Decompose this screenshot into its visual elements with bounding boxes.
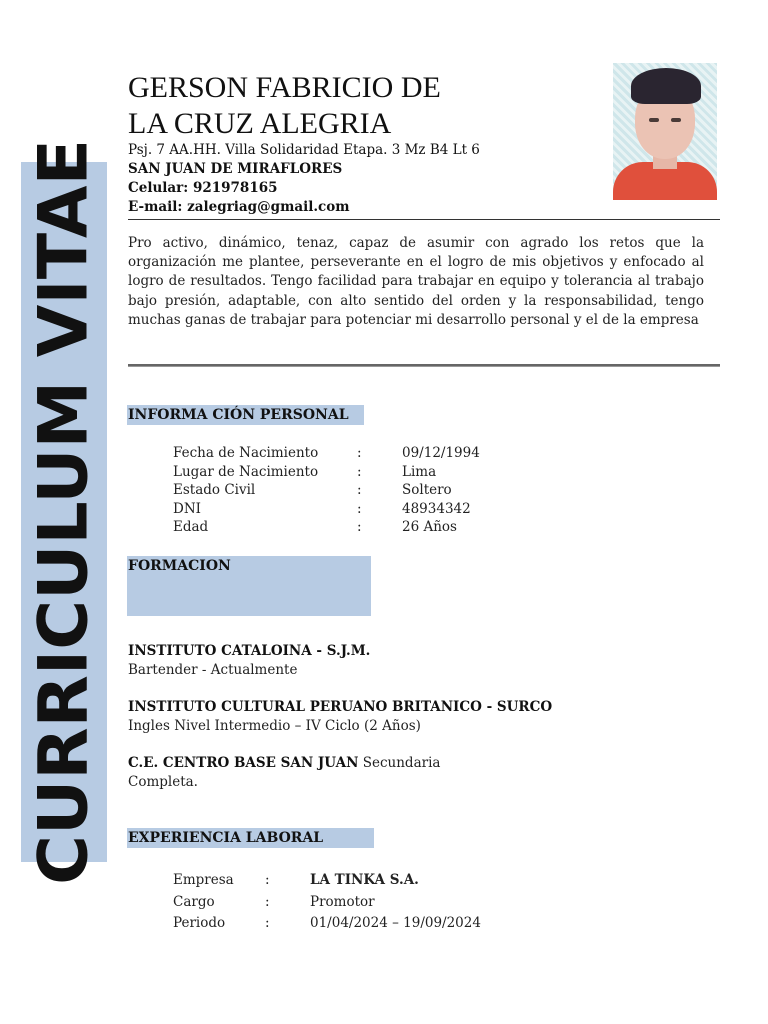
- experience-row: Cargo : Promotor: [173, 893, 375, 910]
- section-title-experience: EXPERIENCIA LABORAL: [127, 828, 374, 848]
- personal-row: Lugar de Nacimiento : Lima: [173, 463, 437, 480]
- profile-photo: [613, 63, 717, 200]
- email-line: [128, 198, 480, 217]
- education-item: [128, 754, 440, 792]
- email-label: E-mail:: [128, 199, 183, 215]
- personal-row: Edad : 26 Años: [173, 519, 457, 535]
- name-line-2: LA CRUZ ALEGRIA: [128, 107, 392, 140]
- education-detail: Completa.: [128, 774, 198, 790]
- education-institution: INSTITUTO CULTURAL PERUANO BRITANICO - SURCO: [128, 699, 553, 715]
- side-title: CURRICULUM VITAE: [24, 139, 104, 885]
- summary-divider: [128, 364, 720, 366]
- education-detail: Ingles Nivel Intermedio – IV Ciclo (2 Años): [128, 718, 421, 734]
- personal-row: DNI : 48934342: [173, 500, 471, 517]
- contact-block: [128, 141, 480, 217]
- section-title-education: FORMACION: [127, 556, 371, 616]
- section-title-personal: INFORMA CIÓN PERSONAL: [127, 405, 364, 425]
- education-item: [128, 642, 370, 680]
- education-institution: C.E. CENTRO BASE SAN JUAN: [128, 755, 359, 771]
- education-institution: INSTITUTO CATALOINA - S.J.M.: [128, 643, 371, 659]
- personal-row: Estado Civil : Soltero: [173, 482, 452, 498]
- personal-info-table: [173, 444, 480, 537]
- header-divider: [128, 219, 720, 220]
- experience-table: [173, 870, 481, 935]
- phone-line: [128, 179, 480, 198]
- profile-summary: Pro activo, dinámico, tenaz, capaz de asumir con agrado los retos que la organización me plantee, perseverante en el logro de mis objetivos y enfocado al logro de resultados. Tengo facilidad para trabajar en equipo y tolerancia al trabajo bajo presión, adaptable, con alto sentido del orden y la responsabilidad, tengo muchas ganas de trabajar para potenciar mi desarrollo personal y el de la empresa: [128, 235, 704, 328]
- district: SAN JUAN DE MIRAFLORES: [128, 161, 343, 177]
- name-line-1: GERSON FABRICIO DE: [128, 71, 441, 104]
- candidate-name: [128, 70, 598, 142]
- experience-row: Periodo : 01/04/2024 – 19/09/2024: [173, 915, 481, 931]
- email-address: zalegriag@gmail.com: [187, 199, 350, 215]
- education-item: [128, 698, 552, 736]
- education-detail: Bartender - Actualmente: [128, 662, 298, 678]
- experience-row: Empresa : LA TINKA S.A.: [173, 872, 419, 888]
- education-detail-inline: Secundaria: [358, 755, 441, 771]
- phone-number: 921978165: [192, 180, 278, 196]
- personal-row: Fecha de Nacimiento : 09/12/1994: [173, 445, 480, 461]
- address: Psj. 7 AA.HH. Villa Solidaridad Etapa. 3 Mz B4 Lt 6: [128, 142, 480, 158]
- phone-label: Celular:: [128, 180, 189, 196]
